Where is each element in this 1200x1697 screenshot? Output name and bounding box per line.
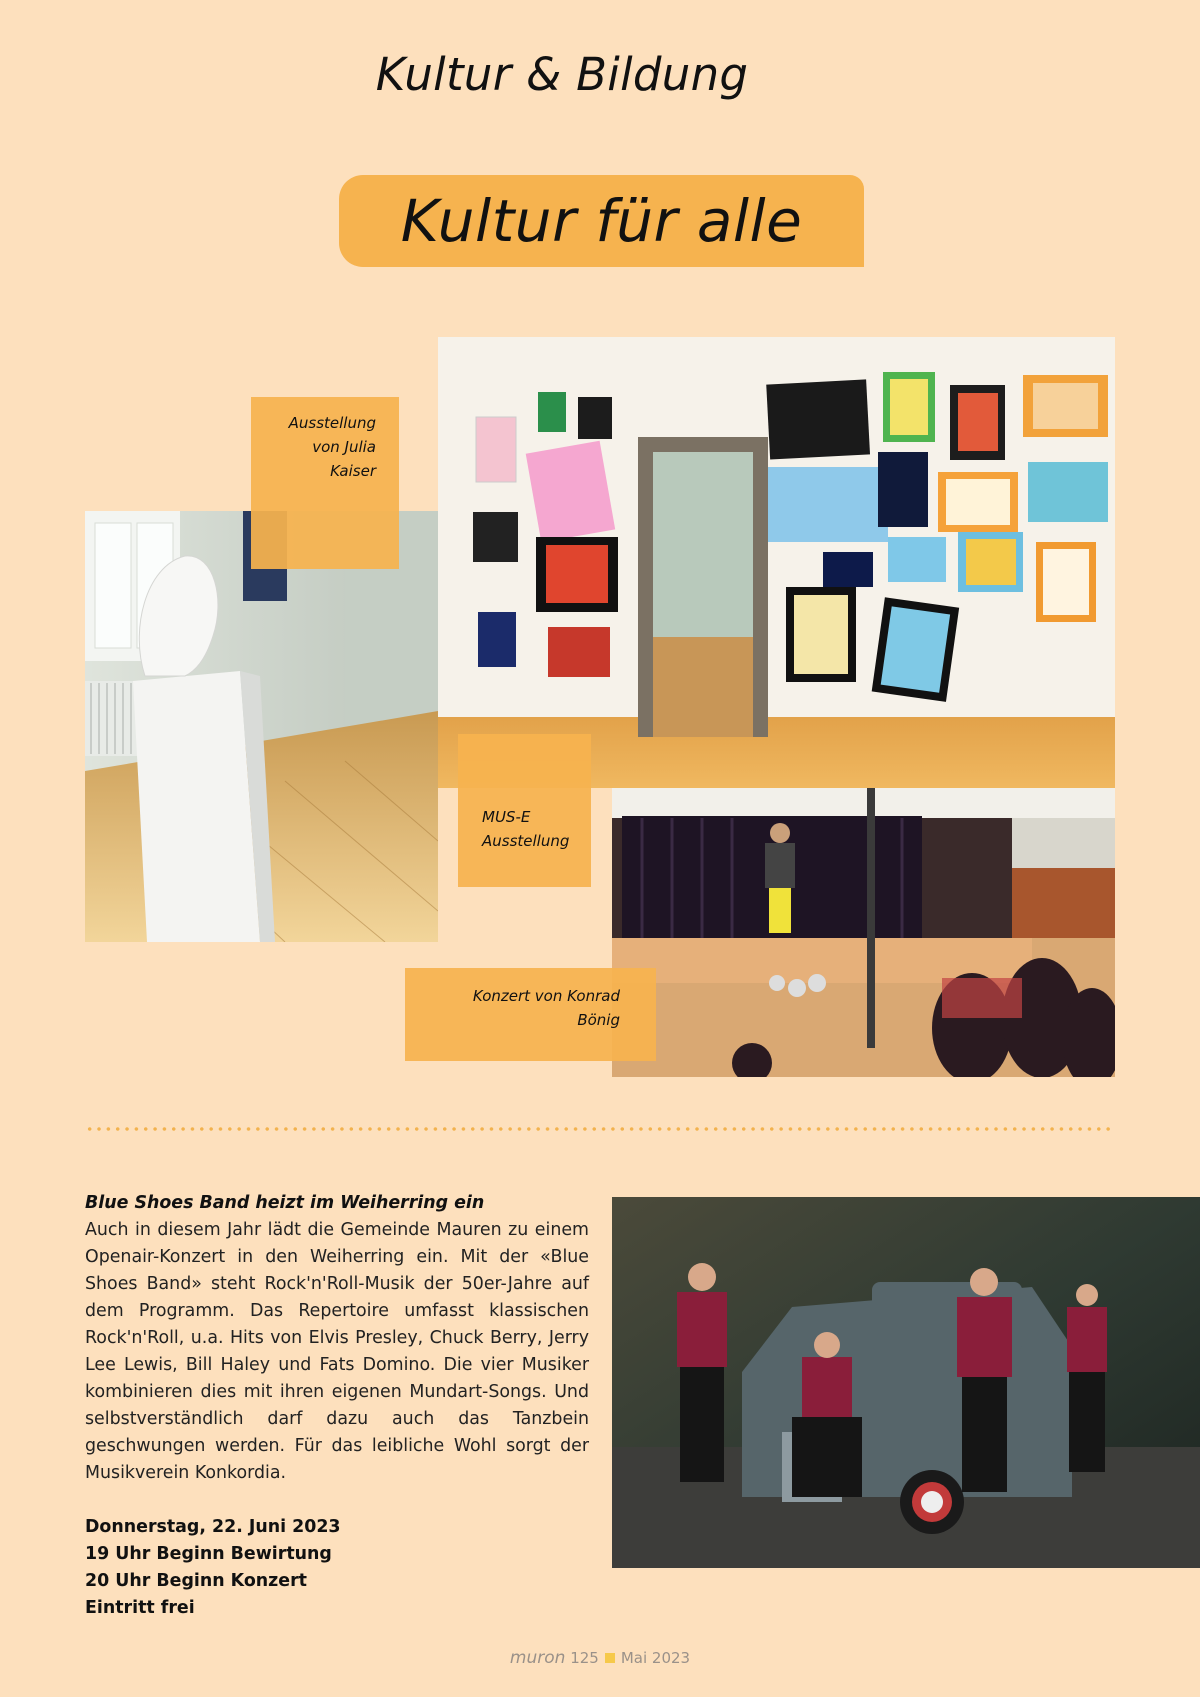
dotted-divider [85, 1127, 1115, 1131]
caption-line: Ausstellung [482, 832, 570, 850]
caption-line: MUS-E [482, 808, 531, 826]
event-date: Donnerstag, 22. Juni 2023 [85, 1517, 341, 1537]
sculpture-photo [85, 511, 438, 942]
article-body: Auch in diesem Jahr lädt die Gemeinde Mauren zu einem Openair-Konzert in den Weiherring ein. Mit der «Blue Shoes Band» steht Rock'n'Roll-Musik der 50er-Jahre auf dem Programm. Das Repertoire umfasst klassischen Rock'n'Roll, u.a. Hits von Elvis Presley, Chuck Berry, Jerry Lee Lewis, Bill Haley und Fats Domino. Die vier Musiker kombinieren dies mit ihren eigenen Mundart-Songs. Und selbstverständlich darf dazu auch das Tanzbein geschwungen werden. Für das leibliche Wohl sorgt der Musikverein Konkordia. [85, 1220, 589, 1483]
article-headline: Blue Shoes Band heizt im Weiherring ein [85, 1193, 485, 1213]
footer-square-icon [605, 1653, 615, 1663]
caption-line: Bönig [577, 1011, 620, 1029]
event-concert-time: 20 Uhr Beginn Konzert [85, 1571, 307, 1591]
issue-date: Mai 2023 [620, 1649, 691, 1667]
magazine-name: muron [509, 1648, 566, 1668]
banner-title: Kultur für alle [400, 187, 803, 255]
article [85, 1190, 589, 1622]
page-footer [0, 1648, 1200, 1668]
caption-mus-e [458, 734, 591, 887]
caption-julia-kaiser [251, 397, 399, 569]
event-hospitality-time: 19 Uhr Beginn Bewirtung [85, 1544, 332, 1564]
section-title: Kultur & Bildung [375, 48, 749, 101]
caption-line: Kaiser [330, 462, 376, 480]
caption-konrad-bonig [405, 968, 656, 1061]
title-banner [339, 175, 864, 267]
caption-line: von Julia [312, 438, 376, 456]
concert-photo [612, 788, 1115, 1077]
band-photo [612, 1197, 1200, 1568]
event-details [85, 1514, 589, 1622]
caption-line: Ausstellung [288, 414, 376, 432]
issue-number: 125 [570, 1649, 599, 1667]
caption-line: Konzert von Konrad [472, 987, 620, 1005]
exhibition-photo [438, 337, 1115, 788]
event-admission: Eintritt frei [85, 1598, 195, 1618]
